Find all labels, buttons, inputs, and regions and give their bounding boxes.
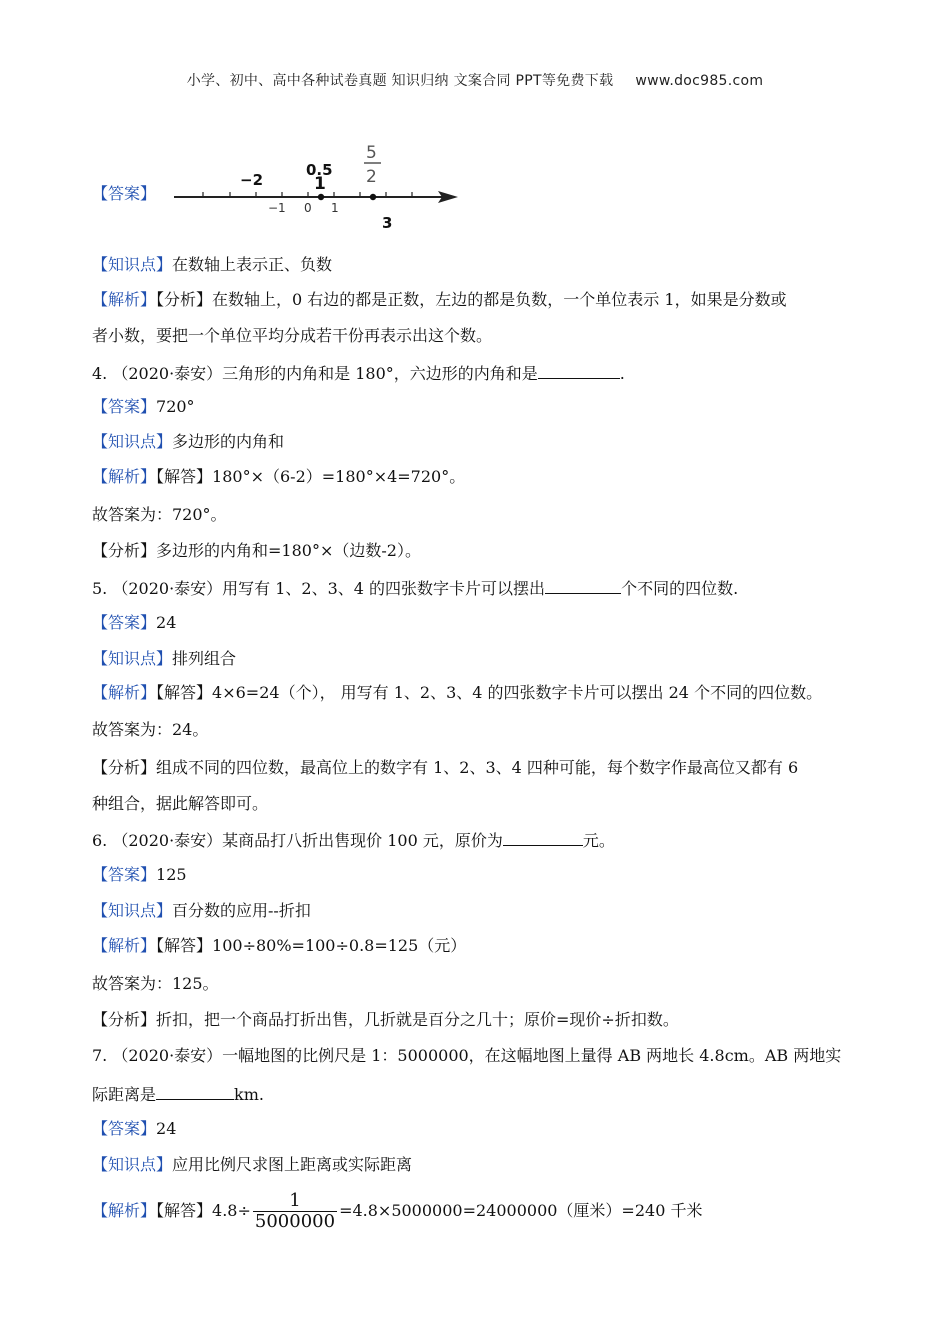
q6-fenxi xyxy=(92,1010,679,1030)
q6-question-a: 6. （2020·泰安）某商品打八折出售现价 100 元，原价为 xyxy=(92,831,503,850)
q7-answer-value: 24 xyxy=(156,1119,177,1138)
q7-question-a: 际距离是 xyxy=(92,1085,157,1104)
knowledge-tag: 【知识点】 xyxy=(92,1155,173,1174)
tick-label-zero: 0 xyxy=(304,201,312,215)
q4-fenxi xyxy=(92,541,421,561)
knowledge-tag: 【知识点】 xyxy=(92,255,173,274)
q3-analysis-line2: 者小数，要把一个单位平均分成若干份再表示出这个数。 xyxy=(92,326,493,345)
analysis-tag: 【解析】 xyxy=(92,1201,157,1220)
q5-conclusion: 故答案为：24。 xyxy=(92,720,209,739)
fraction-scale xyxy=(253,1191,337,1232)
q5-fenxi-line2: 种组合，据此解答即可。 xyxy=(92,794,269,813)
q3-analysis xyxy=(92,290,787,310)
q3-knowledge xyxy=(92,255,332,275)
q5-question-b: 个不同的四位数. xyxy=(621,579,739,598)
q6-question xyxy=(92,829,615,851)
label-two: 2 xyxy=(366,167,377,187)
fraction-denominator: 5000000 xyxy=(254,1211,336,1232)
fenxi-tag: 【分析】 xyxy=(156,290,213,309)
analysis-tag: 【解析】 xyxy=(92,290,157,309)
q7-answer xyxy=(92,1119,176,1139)
q4-fenxi-text: 多边形的内角和=180°×（边数-2）。 xyxy=(156,541,421,560)
q5-knowledge xyxy=(92,649,236,669)
q7-blank xyxy=(156,1083,234,1100)
q7-analysis-b: =4.8×5000000=24000000（厘米）=240 千米 xyxy=(339,1201,703,1220)
q5-answer xyxy=(92,613,176,633)
q4-conclusion: 故答案为：720°。 xyxy=(92,505,227,524)
q5-analysis xyxy=(92,683,822,703)
page-header xyxy=(0,70,950,90)
q5-fenxi xyxy=(92,758,798,778)
jieda-tag: 【解答】 xyxy=(156,936,213,955)
header-text: 小学、初中、高中各种试卷真题 知识归纳 文案合同 PPT等免费下载 xyxy=(186,73,614,89)
q4-answer xyxy=(92,397,195,417)
q6-fenxi-text: 折扣，把一个商品打折出售，几折就是百分之几十；原价=现价÷折扣数。 xyxy=(156,1010,679,1029)
q7-analysis xyxy=(92,1190,702,1232)
point-one xyxy=(318,194,324,200)
point-five-halves xyxy=(370,194,376,200)
fenxi-tag: 【分析】 xyxy=(92,541,157,560)
jieda-tag: 【解答】 xyxy=(156,467,213,486)
q6-analysis xyxy=(92,936,466,956)
label-neg2: −2 xyxy=(240,171,264,189)
q5-question xyxy=(92,577,738,599)
q5-knowledge-text: 排列组合 xyxy=(172,649,237,668)
q3-knowledge-text: 在数轴上表示正、负数 xyxy=(172,255,333,274)
knowledge-tag: 【知识点】 xyxy=(92,432,173,451)
q7-knowledge xyxy=(92,1155,412,1175)
answer-tag: 【答案】 xyxy=(92,865,157,884)
header-site: www.doc985.com xyxy=(635,73,764,89)
q4-answer-value: 720° xyxy=(156,397,195,416)
q6-knowledge-text: 百分数的应用--折扣 xyxy=(172,901,311,920)
q5-analysis-text: 4×6=24（个）， 用写有 1、2、3、4 的四张数字卡片可以摆出 24 个不同的四位数。 xyxy=(212,683,823,702)
q4-knowledge xyxy=(92,432,284,452)
q5-fenxi-line1: 组成不同的四位数，最高位上的数字有 1、2、3、4 四种可能，每个数字作最高位又都有 6 xyxy=(156,758,799,777)
q4-analysis-text: 180°×（6-2）=180°×4=720°。 xyxy=(212,467,466,486)
label-half: 0.5 xyxy=(306,161,333,179)
q4-question-b: . xyxy=(619,364,625,383)
label-five: 5 xyxy=(366,143,377,163)
q6-conclusion: 故答案为：125。 xyxy=(92,974,219,993)
q7-question-line1: 7. （2020·泰安）一幅地图的比例尺是 1：5000000，在这幅地图上量得 AB 两地长 4.8cm。AB 两地实 xyxy=(92,1046,842,1065)
q5-answer-value: 24 xyxy=(156,613,177,632)
q6-question-b: 元。 xyxy=(582,831,615,850)
fraction-numerator: 1 xyxy=(289,1190,301,1211)
q7-question-line2 xyxy=(92,1083,264,1105)
answer-tag: 【答案】 xyxy=(92,397,157,416)
q5-question-a: 5. （2020·泰安）用写有 1、2、3、4 的四张数字卡片可以摆出 xyxy=(92,579,546,598)
q4-question-a: 4. （2020·泰安）三角形的内角和是 180°，六边形的内角和是 xyxy=(92,364,538,383)
q4-blank xyxy=(538,362,620,379)
q6-blank xyxy=(503,829,583,846)
label-three: 3 xyxy=(382,214,393,232)
number-line-figure xyxy=(168,140,468,235)
q6-analysis-text: 100÷80%=100÷0.8=125（元） xyxy=(212,936,467,955)
q4-analysis xyxy=(92,467,465,487)
fenxi-tag: 【分析】 xyxy=(92,1010,157,1029)
jieda-tag: 【解答】 xyxy=(156,683,213,702)
analysis-tag: 【解析】 xyxy=(92,683,157,702)
knowledge-tag: 【知识点】 xyxy=(92,901,173,920)
label-one: 1 xyxy=(314,174,326,194)
q6-answer-value: 125 xyxy=(156,865,187,884)
jieda-tag: 【解答】 xyxy=(156,1201,213,1220)
q5-blank xyxy=(545,577,621,594)
answer-tag: 【答案】 xyxy=(92,1119,157,1138)
tick-label-one: 1 xyxy=(331,201,339,215)
q3-answer-row xyxy=(92,184,156,204)
q3-analysis-line1: 在数轴上，0 右边的都是正数，左边的都是负数，一个单位表示 1，如果是分数或 xyxy=(212,290,787,309)
q7-analysis-a: 4.8÷ xyxy=(212,1201,251,1220)
answer-tag: 【答案】 xyxy=(92,613,157,632)
q7-question-b: km. xyxy=(234,1085,264,1104)
analysis-tag: 【解析】 xyxy=(92,467,157,486)
q4-question xyxy=(92,362,625,384)
analysis-tag: 【解析】 xyxy=(92,936,157,955)
fenxi-tag: 【分析】 xyxy=(92,758,157,777)
knowledge-tag: 【知识点】 xyxy=(92,649,173,668)
q6-answer xyxy=(92,865,187,885)
tick-label-neg1: −1 xyxy=(268,201,286,215)
answer-tag: 【答案】 xyxy=(92,184,157,203)
q6-knowledge xyxy=(92,901,311,921)
q7-knowledge-text: 应用比例尺求图上距离或实际距离 xyxy=(172,1155,413,1174)
q4-knowledge-text: 多边形的内角和 xyxy=(172,432,285,451)
